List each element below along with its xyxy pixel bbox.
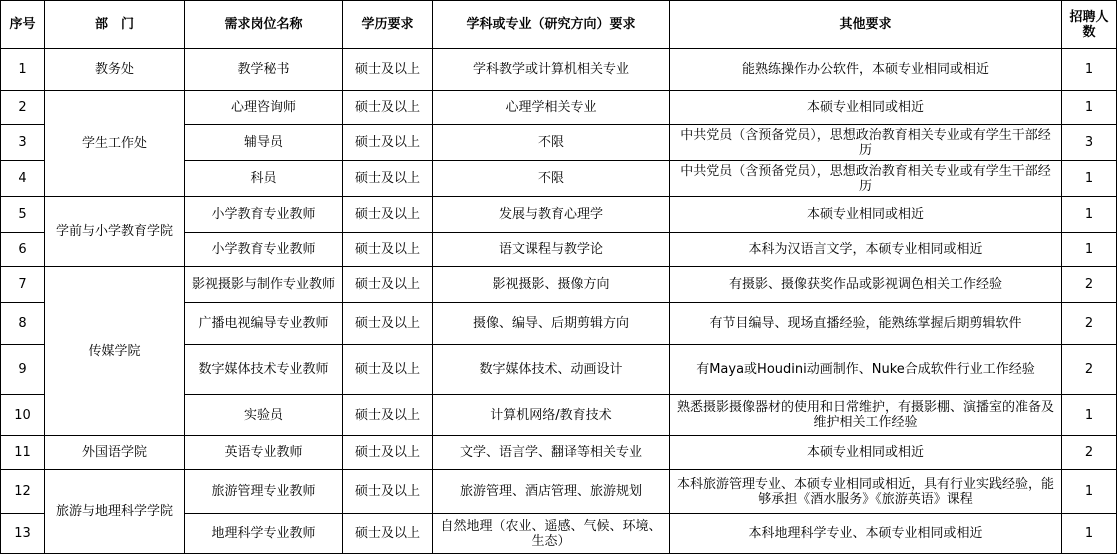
cell-count: 1: [1062, 233, 1117, 267]
cell-education: 硕士及以上: [343, 267, 433, 303]
cell-seq: 10: [1, 395, 45, 436]
cell-position: 广播电视编导专业教师: [185, 303, 343, 345]
cell-seq: 13: [1, 514, 45, 554]
cell-position: 小学教育专业教师: [185, 233, 343, 267]
cell-education: 硕士及以上: [343, 470, 433, 514]
cell-education: 硕士及以上: [343, 303, 433, 345]
table-row: [1, 197, 1117, 233]
cell-position: 实验员: [185, 395, 343, 436]
cell-dept: 旅游与地理科学学院: [45, 470, 185, 554]
cell-dept: 学生工作处: [45, 91, 185, 197]
cell-seq: 6: [1, 233, 45, 267]
cell-other: 有摄影、摄像获奖作品或影视调色相关工作经验: [670, 267, 1062, 303]
cell-major: 发展与教育心理学: [433, 197, 670, 233]
cell-major: 文学、语言学、翻译等相关专业: [433, 436, 670, 470]
cell-education: 硕士及以上: [343, 197, 433, 233]
cell-education: 硕士及以上: [343, 436, 433, 470]
header-other: 其他要求: [670, 1, 1062, 49]
cell-education: 硕士及以上: [343, 91, 433, 125]
cell-count: 2: [1062, 345, 1117, 395]
cell-other: 中共党员（含预备党员），思想政治教育相关专业或有学生干部经历: [670, 125, 1062, 161]
cell-seq: 5: [1, 197, 45, 233]
cell-count: 1: [1062, 395, 1117, 436]
cell-major: 不限: [433, 125, 670, 161]
cell-position: 辅导员: [185, 125, 343, 161]
cell-other: 本科地理科学专业、本硕专业相同或相近: [670, 514, 1062, 554]
cell-education: 硕士及以上: [343, 161, 433, 197]
cell-other: 中共党员（含预备党员），思想政治教育相关专业或有学生干部经历: [670, 161, 1062, 197]
cell-other: 能熟练操作办公软件，本硕专业相同或相近: [670, 49, 1062, 91]
cell-education: 硕士及以上: [343, 395, 433, 436]
table-row: [1, 49, 1117, 91]
cell-other: 本硕专业相同或相近: [670, 436, 1062, 470]
cell-seq: 9: [1, 345, 45, 395]
header-seq: 序号: [1, 1, 45, 49]
cell-major: 自然地理（农业、遥感、气候、环境、生态）: [433, 514, 670, 554]
cell-dept: 外国语学院: [45, 436, 185, 470]
cell-count: 1: [1062, 514, 1117, 554]
cell-position: 小学教育专业教师: [185, 197, 343, 233]
header-row: [1, 1, 1117, 49]
cell-count: 3: [1062, 125, 1117, 161]
cell-major: 摄像、编导、后期剪辑方向: [433, 303, 670, 345]
cell-count: 1: [1062, 197, 1117, 233]
cell-seq: 8: [1, 303, 45, 345]
cell-count: 1: [1062, 49, 1117, 91]
cell-position: 英语专业教师: [185, 436, 343, 470]
cell-other: 有节目编导、现场直播经验，能熟练掌握后期剪辑软件: [670, 303, 1062, 345]
cell-seq: 3: [1, 125, 45, 161]
cell-education: 硕士及以上: [343, 125, 433, 161]
cell-dept: 学前与小学教育学院: [45, 197, 185, 267]
header-dept: 部 门: [45, 1, 185, 49]
cell-seq: 11: [1, 436, 45, 470]
cell-position: 旅游管理专业教师: [185, 470, 343, 514]
cell-seq: 1: [1, 49, 45, 91]
cell-education: 硕士及以上: [343, 514, 433, 554]
table-row: [1, 91, 1117, 125]
cell-education: 硕士及以上: [343, 49, 433, 91]
cell-seq: 4: [1, 161, 45, 197]
cell-count: 1: [1062, 161, 1117, 197]
cell-seq: 7: [1, 267, 45, 303]
cell-seq: 12: [1, 470, 45, 514]
cell-position: 心理咨询师: [185, 91, 343, 125]
header-major: 学科或专业（研究方向）要求: [433, 1, 670, 49]
table-row: [1, 470, 1117, 514]
cell-dept: 传媒学院: [45, 267, 185, 436]
cell-major: 影视摄影、摄像方向: [433, 267, 670, 303]
table-row: [1, 267, 1117, 303]
header-count: 招聘人数: [1062, 1, 1117, 49]
header-position: 需求岗位名称: [185, 1, 343, 49]
cell-education: 硕士及以上: [343, 345, 433, 395]
cell-other: 本硕专业相同或相近: [670, 91, 1062, 125]
cell-major: 数字媒体技术、动画设计: [433, 345, 670, 395]
cell-count: 2: [1062, 303, 1117, 345]
cell-count: 1: [1062, 470, 1117, 514]
cell-position: 影视摄影与制作专业教师: [185, 267, 343, 303]
cell-count: 2: [1062, 267, 1117, 303]
cell-dept: 教务处: [45, 49, 185, 91]
cell-major: 计算机网络/教育技术: [433, 395, 670, 436]
cell-position: 地理科学专业教师: [185, 514, 343, 554]
cell-other: 本科旅游管理专业、本硕专业相同或相近，具有行业实践经验，能够承担《酒水服务》《旅游英语》课程: [670, 470, 1062, 514]
cell-count: 2: [1062, 436, 1117, 470]
cell-major: 语文课程与教学论: [433, 233, 670, 267]
cell-position: 科员: [185, 161, 343, 197]
cell-position: 教学秘书: [185, 49, 343, 91]
cell-education: 硕士及以上: [343, 233, 433, 267]
cell-major: 学科教学或计算机相关专业: [433, 49, 670, 91]
cell-major: 不限: [433, 161, 670, 197]
table-row: [1, 436, 1117, 470]
cell-major: 旅游管理、酒店管理、旅游规划: [433, 470, 670, 514]
cell-other: 本硕专业相同或相近: [670, 197, 1062, 233]
header-education: 学历要求: [343, 1, 433, 49]
cell-other: 熟悉摄影摄像器材的使用和日常维护，有摄影棚、演播室的准备及维护相关工作经验: [670, 395, 1062, 436]
cell-major: 心理学相关专业: [433, 91, 670, 125]
cell-other: 有Maya或Houdini动画制作、Nuke合成软件行业工作经验: [670, 345, 1062, 395]
cell-position: 数字媒体技术专业教师: [185, 345, 343, 395]
cell-seq: 2: [1, 91, 45, 125]
cell-other: 本科为汉语言文学，本硕专业相同或相近: [670, 233, 1062, 267]
cell-count: 1: [1062, 91, 1117, 125]
